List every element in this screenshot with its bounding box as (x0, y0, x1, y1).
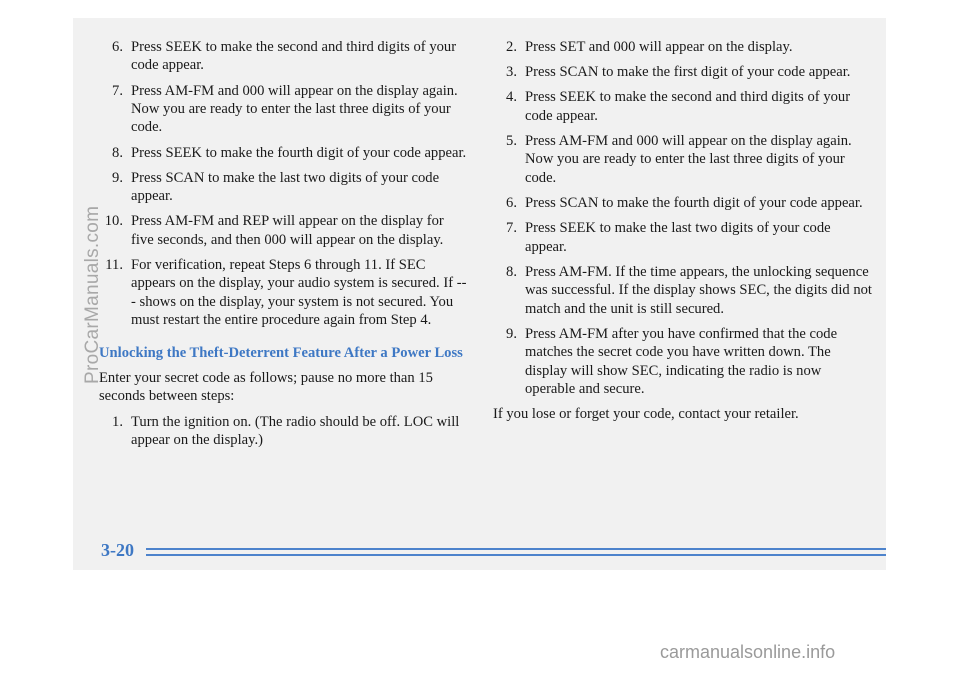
step-number: 11. (105, 257, 123, 274)
step-number: 4. (506, 89, 517, 106)
step-text: Press AM-FM and 000 will appear on the display again. Now you are ready to enter the last three digits of your code. (131, 82, 458, 136)
list-item (99, 82, 469, 137)
step-number: 6. (506, 195, 517, 212)
steps-list-continued (99, 38, 469, 330)
step-text: Press SEEK to make the last two digits of your code appear. (525, 220, 831, 255)
manual-page (73, 18, 886, 570)
step-number: 7. (112, 82, 123, 99)
footer-rule-bottom (146, 554, 886, 556)
steps-list-unlock-continued (493, 38, 873, 398)
step-number: 6. (112, 39, 123, 55)
step-text: Press SEEK to make the fourth digit of your code appear. (131, 144, 467, 161)
list-item (99, 38, 469, 75)
step-number: 7. (506, 220, 517, 237)
list-item (493, 88, 873, 125)
step-text: Turn the ignition on. (The radio should be off. LOC will appear on the display.) (131, 413, 460, 449)
step-text: Press SEEK to make the second and third digits of your code appear. (131, 39, 457, 74)
step-text: Press SCAN to make the first digit of your code appear. (525, 64, 851, 81)
watermark-text: ProCarManuals.com (82, 205, 103, 384)
step-text: Press SCAN to make the fourth digit of your code appear. (525, 195, 863, 212)
step-text: Press SCAN to make the last two digits of your code appear. (131, 169, 440, 205)
page-number: 3-20 (101, 540, 134, 560)
step-number: 9. (506, 325, 517, 342)
list-item (99, 413, 469, 450)
list-item (99, 144, 469, 162)
step-number: 8. (506, 263, 517, 280)
left-column (99, 38, 469, 457)
right-column (493, 38, 873, 431)
step-number: 2. (506, 39, 517, 55)
step-text: Press AM-FM and 000 will appear on the display again. Now you are ready to enter the last three digits of your code. (525, 133, 852, 186)
site-footer-text: carmanualsonline.info (660, 642, 836, 662)
step-text: Press SEEK to make the second and third digits of your code appear. (525, 89, 851, 124)
page-footer (101, 536, 886, 566)
step-text: Press AM-FM. If the time appears, the unlocking sequence was successful. If the display shows SEC, the digits did not match and the unit is still secured. (525, 263, 872, 317)
list-item (493, 38, 873, 56)
step-number: 8. (112, 144, 123, 161)
step-text: Press SET and 000 will appear on the display. (525, 39, 793, 55)
footer-rule-top (146, 548, 886, 550)
step-text: For verification, repeat Steps 6 through 11. If SEC appears on the display, your audio system is secured. If --- shows on the display, your system is not secured. You must restart the entire procedure again from Step 4. (131, 257, 467, 329)
list-item (493, 63, 873, 81)
closing-paragraph: If you lose or forget your code, contact your retailer. (493, 406, 799, 423)
step-number: 3. (506, 64, 517, 81)
step-number: 9. (112, 169, 123, 186)
list-item (99, 169, 469, 206)
step-number: 1. (112, 413, 123, 430)
list-item (493, 263, 873, 318)
step-text: Press AM-FM and REP will appear on the display for five seconds, and then 000 will appear on the display. (131, 213, 444, 248)
intro-paragraph: Enter your secret code as follows; pause no more than 15 seconds between steps: (99, 370, 433, 405)
list-item (493, 219, 873, 256)
list-item (99, 212, 469, 249)
list-item (99, 256, 469, 330)
step-number: 10. (104, 213, 123, 230)
steps-list-unlock (99, 413, 469, 450)
section-heading: Unlocking the Theft-Deterrent Feature After a Power Loss (99, 344, 463, 361)
list-item (493, 132, 873, 187)
step-text: Press AM-FM after you have confirmed that the code matches the secret code you have written down. The display will show SEC, indicating the radio is now operable and secure. (525, 325, 838, 398)
step-number: 5. (506, 133, 517, 150)
list-item (493, 194, 873, 212)
list-item (493, 325, 873, 399)
